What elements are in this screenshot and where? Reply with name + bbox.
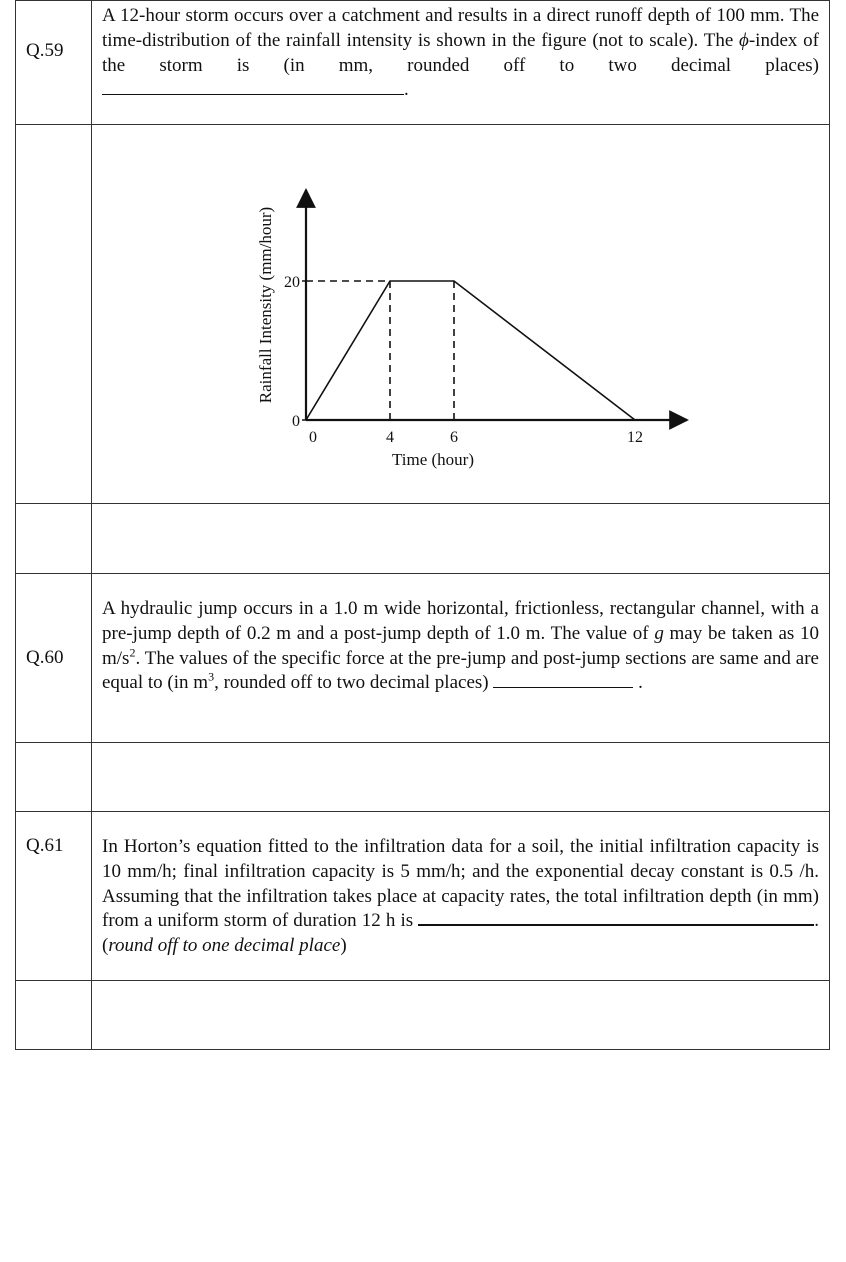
answer-blank[interactable] [493,686,633,688]
rainfall-intensity-chart [92,125,830,503]
x-tick-label: 6 [450,429,458,446]
answer-blank[interactable] [102,93,404,95]
question-text: In Horton’s equation fitted to the infiltration data for a soil, the initial infiltration capacity is 10 mm/h; final infiltration capacity is 5 mm/h; and the exponential decay constant is 0.5 /h. Assuming that the infiltration takes place at capacity rates, the total infiltration depth (in mm) from a uniform storm of duration 12 h is . (round off to one decimal place) [102,836,819,957]
empty-cell [92,504,829,573]
question-number-cell [16,812,92,980]
empty-cell [16,743,92,811]
question-number-cell [16,574,92,742]
y-axis-label: Rainfall Intensity (mm/hour) [256,206,275,404]
x-tick-label: 12 [627,429,643,446]
question-text: A 12-hour storm occurs over a catchment and results in a direct runoff depth of 100 mm. The time-distribution of the rainfall intensity is shown in the figure (not to scale). The ϕ-index of the storm is (in mm, rounded off to two decimal places) . [102,5,819,101]
empty-cell [16,981,92,1049]
question-number: Q.59 [26,40,64,61]
empty-cell [92,981,829,1049]
x-axis-label: Time (hour) [391,450,475,469]
spacer-row [15,743,830,812]
question-row-59 [15,0,830,125]
question-text-cell [92,812,829,980]
spacer-row [15,981,830,1050]
y-tick-label: 20 [284,274,300,291]
figure-row [15,125,830,504]
x-tick-label: 0 [309,429,317,446]
figure-cell [92,125,829,503]
answer-blank[interactable] [418,923,814,926]
question-number: Q.61 [26,835,64,856]
empty-cell [92,743,829,811]
question-number: Q.60 [26,647,64,668]
variable-g: g [654,622,664,644]
empty-cell [16,125,92,503]
question-text: A hydraulic jump occurs in a 1.0 m wide horizontal, frictionless, rectangular channel, with a pre-jump depth of 0.2 m and a post-jump depth of 1.0 m. The value of g may be taken as 10 $m/s^2$. The values of the specific force at the pre-jump and post-jump sections are same and are equal to (in $m^3$, rounded off to two decimal places) . [102,598,819,694]
question-table [15,0,830,1050]
empty-cell [16,504,92,573]
phi-symbol: ϕ [739,29,749,51]
question-number-cell [16,1,92,124]
question-text-cell [92,1,829,124]
question-text-cell [92,574,829,742]
question-row-61 [15,812,830,981]
spacer-row [15,504,830,574]
rainfall-series-line [306,281,635,420]
question-row-60 [15,574,830,743]
y-tick-label: 0 [292,413,300,430]
x-tick-label: 4 [386,429,394,446]
